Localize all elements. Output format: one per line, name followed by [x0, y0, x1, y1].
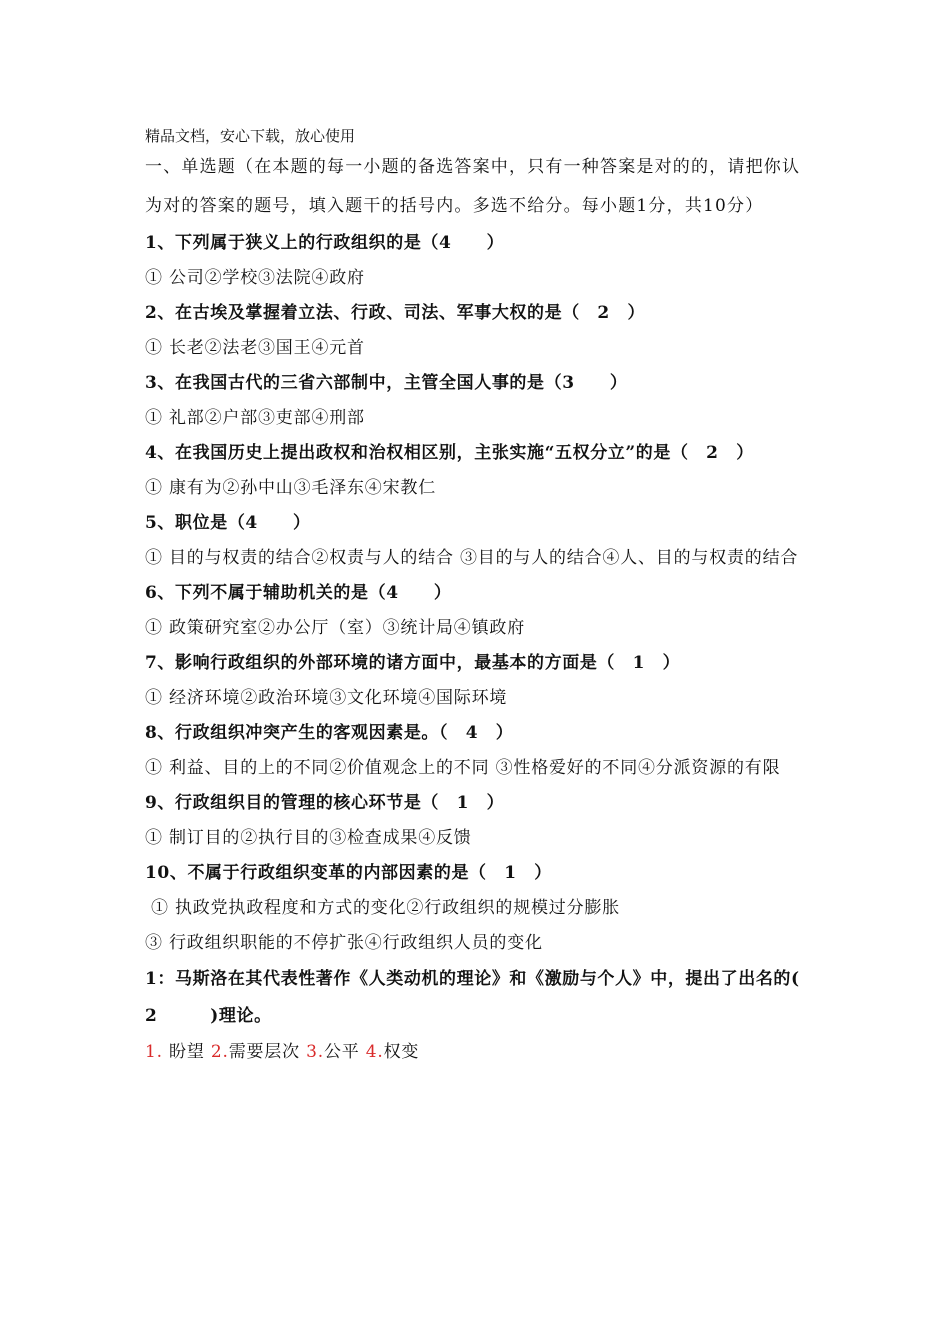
options-3: ① 礼部②户部③吏部④刑部: [145, 408, 365, 428]
bonus-option-number: 3.: [306, 1042, 324, 1062]
bonus-option-text: 权变: [383, 1042, 420, 1062]
options-7: ① 经济环境②政治环境③文化环境④国际环境: [145, 688, 508, 708]
question-3: 3、在我国古代的三省六部制中，主管全国人事的是（3 ）: [145, 373, 628, 393]
bonus-option-number: 4.: [365, 1042, 384, 1062]
question-1: 1、下列属于狭义上的行政组织的是（4 ）: [145, 233, 505, 253]
section-title: 一、单选题（在本题的每一小题的备选答案中，只有一种答案是对的的，请把你认为对的答案的题号，填入题干的括号内。多选不给分。每小题1分，共10分）: [145, 157, 801, 216]
bonus-option-text: 需要层次: [228, 1042, 300, 1062]
bonus-option-text: 公平: [323, 1042, 360, 1062]
bonus-option-number: 2.: [210, 1042, 229, 1062]
bonus-question: 1：马斯洛在其代表性著作《人类动机的理论》和《激励与个人》中，提出了出名的( 2 )理论。: [145, 969, 835, 1026]
bonus-options: [145, 1035, 815, 1070]
question-8: 8、行政组织冲突产生的客观因素是。（ 4 ）: [145, 723, 514, 743]
options-4: ① 康有为②孙中山③毛泽东④宋教仁: [145, 478, 437, 498]
bonus-option-number: 1.: [145, 1042, 163, 1062]
question-5: 5、职位是（4 ）: [145, 513, 311, 533]
options-5: ① 目的与权责的结合②权责与人的结合 ③目的与人的结合④人、目的与权责的结合: [145, 548, 799, 568]
bonus-option-text: 盼望: [169, 1042, 205, 1062]
question-9: 9、行政组织目的管理的核心环节是（ 1 ）: [145, 793, 505, 813]
options-1: ① 公司②学校③法院④政府: [145, 268, 365, 288]
options-8: ① 利益、目的上的不同②价值观念上的不同 ③性格爱好的不同④分派资源的有限: [145, 758, 781, 778]
options-9: ① 制订目的②执行目的③检查成果④反馈: [145, 828, 472, 848]
document-content: [145, 124, 835, 1070]
question-6: 6、下列不属于辅助机关的是（4 ）: [145, 583, 452, 603]
options-6: ① 政策研究室②办公厅（室）③统计局④镇政府: [145, 618, 526, 638]
options-2: ① 长老②法老③国王④元首: [145, 338, 365, 358]
question-10: 10、不属于行政组织变革的内部因素的是（ 1 ）: [145, 863, 552, 883]
question-4: 4、在我国历史上提出政权和治权相区别，主张实施“五权分立”的是（ 2 ）: [145, 443, 754, 463]
options-10-line-1: ① 执政党执政程度和方式的变化②行政组织的规模过分膨胀: [151, 898, 621, 918]
question-2: 2、在古埃及掌握着立法、行政、司法、军事大权的是（ 2 ）: [145, 303, 646, 323]
options-10-line-2: ③ 行政组织职能的不停扩张④行政组织人员的变化: [145, 933, 543, 953]
document-header: 精品文档，安心下载，放心使用: [145, 127, 356, 145]
question-7: 7、影响行政组织的外部环境的诸方面中，最基本的方面是（ 1 ）: [145, 653, 681, 673]
